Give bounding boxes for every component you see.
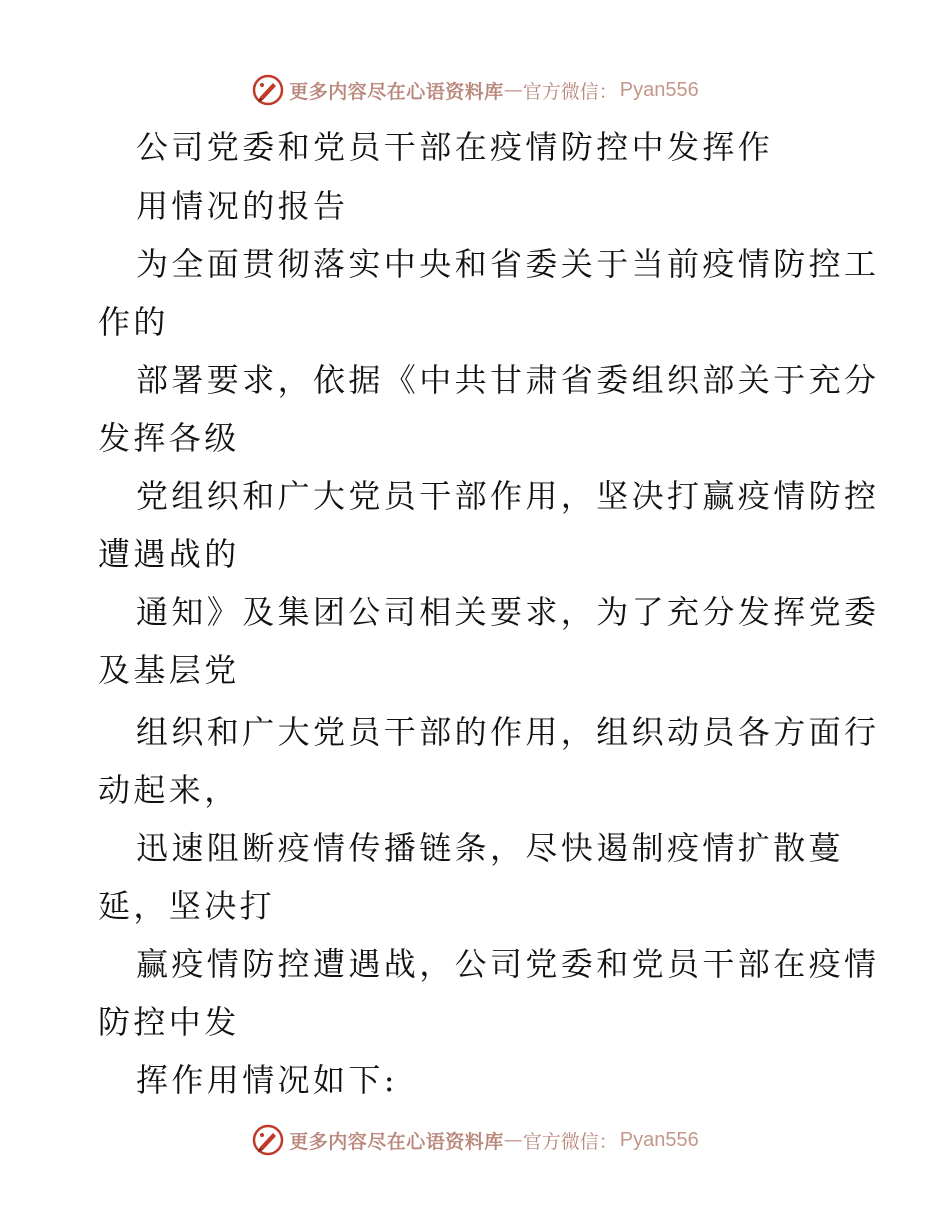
paragraph-line: 通知》及集团公司相关要求，为了充分发挥党委 [136, 593, 880, 631]
footer-dash: — [503, 1129, 523, 1151]
title-line-1: 公司党委和党员干部在疫情防控中发挥作 [136, 128, 774, 166]
footer-watermark [0, 1120, 950, 1160]
footer-brand-text: 更多内容尽在心语资料库 [289, 1130, 504, 1153]
footer-wechat-label: 官方微信： [522, 1130, 618, 1153]
title-line-2: 用情况的报告 [136, 187, 349, 225]
paragraph-line: 作的 [98, 303, 169, 341]
paragraph-line: 防控中发 [98, 1003, 240, 1041]
paragraph-line: 延，坚决打 [98, 887, 276, 925]
paragraph-line: 及基层党 [98, 651, 240, 689]
paragraph-line: 迅速阻断疫情传播链条，尽快遏制疫情扩散蔓 [136, 829, 845, 867]
pen-logo-icon [251, 73, 285, 107]
paragraph-line: 赢疫情防控遭遇战，公司党委和党员干部在疫情 [136, 945, 880, 983]
paragraph-line: 部署要求，依据《中共甘肃省委组织部关于充分 [136, 361, 880, 399]
paragraph-line: 为全面贯彻落实中央和省委关于当前疫情防控工 [136, 245, 880, 283]
header-watermark [0, 70, 950, 110]
paragraph-line: 动起来， [98, 771, 240, 809]
pen-logo-icon [251, 1123, 285, 1157]
footer-wechat-id: Pyan556 [619, 1128, 699, 1151]
paragraph-line: 党组织和广大党员干部作用，坚决打赢疫情防控 [136, 477, 880, 515]
header-dash: — [503, 79, 523, 101]
header-wechat-id: Pyan556 [619, 78, 699, 101]
paragraph-line: 组织和广大党员干部的作用，组织动员各方面行 [136, 713, 880, 751]
header-wechat-label: 官方微信： [522, 80, 618, 103]
header-brand-text: 更多内容尽在心语资料库 [289, 80, 504, 103]
paragraph-line: 挥作用情况如下: [136, 1061, 398, 1099]
paragraph-line: 遭遇战的 [98, 535, 240, 573]
paragraph-line: 发挥各级 [98, 419, 240, 457]
